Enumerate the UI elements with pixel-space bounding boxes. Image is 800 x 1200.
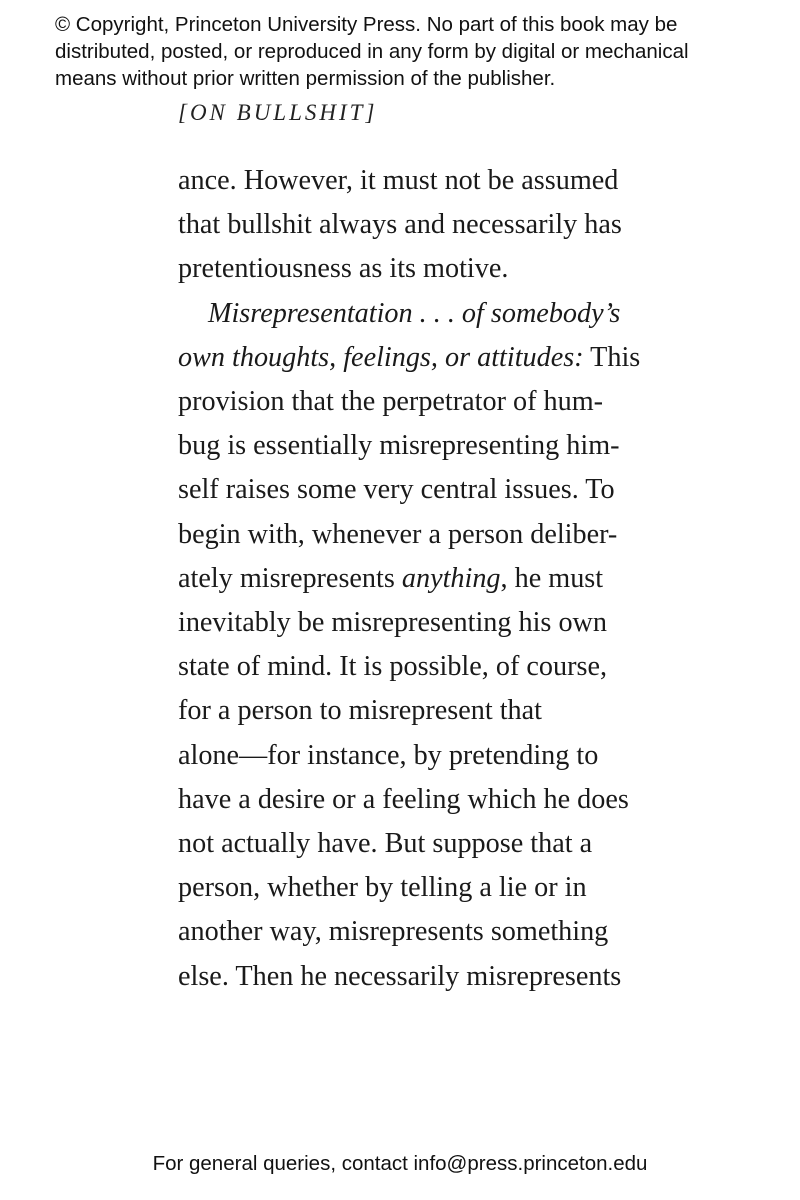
text-fragment: , he must xyxy=(500,562,604,594)
text-line: have a desire or a feeling which he does xyxy=(178,783,629,815)
text-line: bug is essentially misrepresenting him- xyxy=(178,430,620,462)
text-line: provision that the perpetrator of hum- xyxy=(178,386,604,418)
body-text xyxy=(178,159,678,999)
copyright-line: distributed, posted, or reproduced in any form by digital or mechanical xyxy=(55,40,689,63)
text-line xyxy=(178,557,678,601)
text-fragment: This xyxy=(583,341,641,373)
copyright-line: means without prior written permission of the publisher. xyxy=(55,67,556,90)
text-line: for a person to misrepresent that xyxy=(178,695,542,727)
text-line: person, whether by telling a lie or in xyxy=(178,872,587,904)
text-line xyxy=(178,336,678,380)
text-line: that bullshit always and necessarily has xyxy=(178,209,622,241)
text-line: pretentiousness as its motive. xyxy=(178,253,509,285)
italic-phrase: own thoughts, feelings, or attitudes: xyxy=(178,341,584,373)
running-head: [ON BULLSHIT] xyxy=(178,100,378,125)
text-line: self raises some very central issues. To xyxy=(178,474,615,506)
italic-phrase: Misrepresentation . . . of somebody’s xyxy=(208,297,621,329)
text-fragment: ately misrepresents xyxy=(178,562,402,594)
copyright-notice xyxy=(55,11,775,92)
copyright-line: © Copyright, Princeton University Press. No part of this book may be xyxy=(55,13,678,36)
text-line xyxy=(178,292,678,336)
text-line: begin with, whenever a person deliber- xyxy=(178,518,618,550)
footer-contact: For general queries, contact info@press.princeton.edu xyxy=(152,1152,648,1175)
italic-phrase: anything xyxy=(401,562,501,594)
text-line: another way, misrepresents something xyxy=(178,916,609,948)
text-line: else. Then he necessarily misrepresents xyxy=(178,960,622,992)
text-line: ance. However, it must not be assumed xyxy=(178,165,619,196)
text-line: not actually have. But suppose that a xyxy=(178,828,593,860)
text-line: state of mind. It is possible, of course, xyxy=(178,651,608,683)
text-line: alone—for instance, by pretending to xyxy=(178,739,599,771)
text-line: inevitably be misrepresenting his own xyxy=(178,607,607,639)
